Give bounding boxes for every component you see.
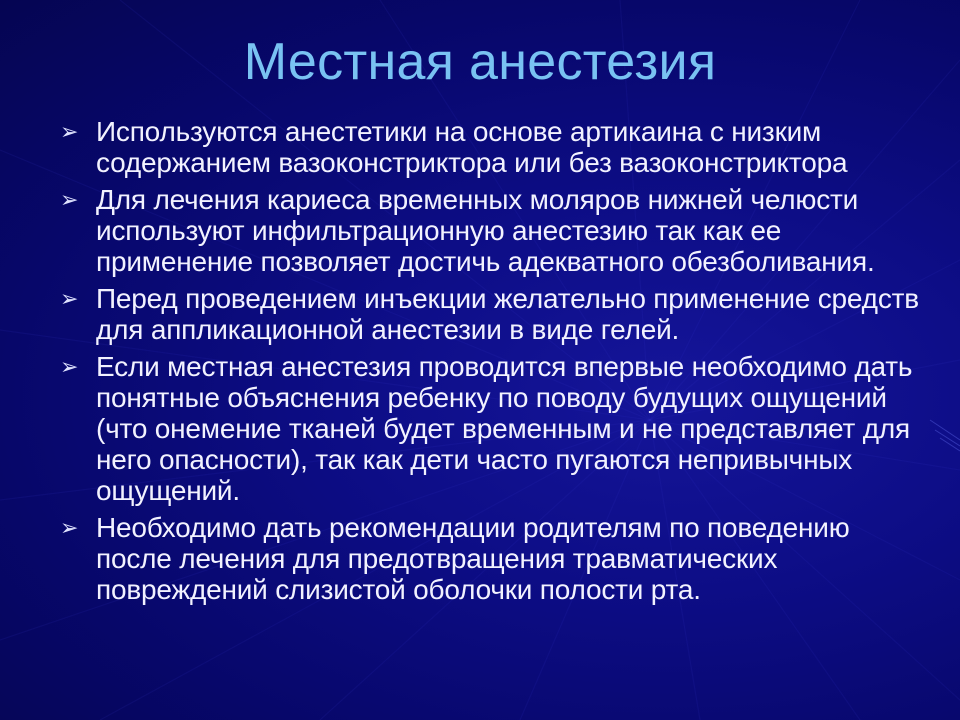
arrow-bullet-icon: ➢	[60, 354, 79, 379]
bullet-list	[60, 116, 920, 611]
arrow-bullet-icon: ➢	[60, 187, 79, 212]
slide-title: Местная анестезия	[243, 33, 717, 91]
bullet-text: Используются анестетики на основе артикаина с низким содержанием вазоконстриктора или без вазоконстриктора	[96, 116, 848, 178]
bullet-text: Перед проведением инъекции желательно применение средств для аппликационной анестезии в виде гелей.	[96, 283, 919, 345]
arrow-bullet-icon: ➢	[60, 119, 79, 144]
bullet-text: Для лечения кариеса временных моляров нижней челюсти используют инфильтрационную анестезию так как ее применение позволяет достичь адекватного обезболивания.	[96, 184, 875, 277]
list-item	[60, 351, 920, 506]
bullet-text: Если местная анестезия проводится впервые необходимо дать понятные объяснения ребенку по поводу будущих ощущений (что онемение тканей будет временным и не представляет для него опасности), так как дети часто пугаются непривычных ощущений.	[96, 351, 913, 506]
list-item	[60, 116, 920, 178]
bullet-text: Необходимо дать рекомендации родителям по поведению после лечения для предотвращения травматических повреждений слизистой оболочки полости рта.	[96, 512, 850, 605]
list-item	[60, 283, 920, 345]
arrow-bullet-icon: ➢	[60, 286, 79, 311]
arrow-bullet-icon: ➢	[60, 515, 79, 540]
list-item	[60, 184, 920, 277]
list-item	[60, 512, 920, 605]
